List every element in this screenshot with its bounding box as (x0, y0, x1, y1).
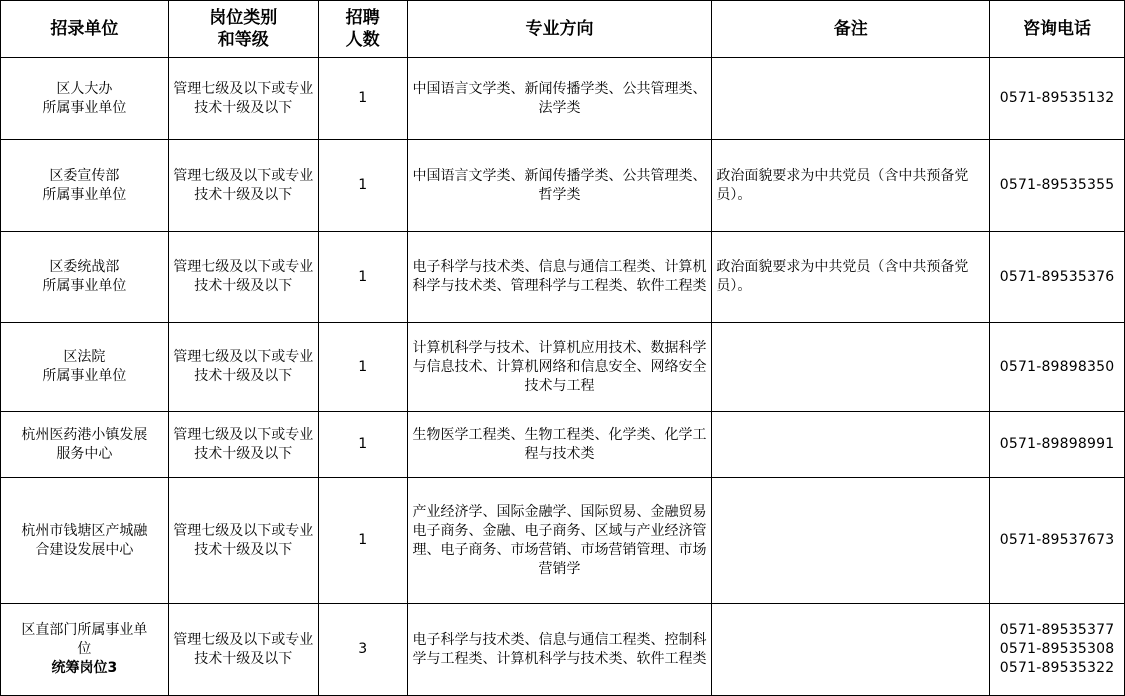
category-cell: 管理七级及以下或专业技术十级及以下 (168, 323, 318, 412)
unit-cell (1, 140, 169, 232)
unit-cell (1, 323, 169, 412)
header-category-line1: 岗位类别 (209, 8, 278, 28)
phone-cell (990, 323, 1125, 412)
count-cell: 1 (318, 478, 407, 604)
unit-line1: 杭州医药港小镇发展 (21, 426, 148, 443)
unit-line3: 统筹岗位3 (51, 660, 118, 676)
unit-line1: 区委宣传部 (49, 167, 120, 184)
remark-cell (712, 604, 990, 696)
count-cell: 1 (318, 412, 407, 478)
unit-cell (1, 232, 169, 323)
phone-cell (990, 232, 1125, 323)
remark-cell (712, 412, 990, 478)
remark-cell (712, 58, 990, 140)
unit-line2: 位 (77, 641, 92, 657)
unit-line2: 所属事业单位 (42, 186, 127, 203)
table-row (1, 478, 1125, 604)
unit-cell (1, 604, 169, 696)
unit-line2: 所属事业单位 (42, 99, 127, 116)
phone-number: 0571-89535376 (999, 268, 1115, 285)
major-cell: 产业经济学、国际金融学、国际贸易、金融贸易电子商务、金融、电子商务、区域与产业经济管理、电子商务、市场营销、市场营销管理、市场营销学 (407, 478, 712, 604)
unit-line1: 区法院 (63, 349, 106, 365)
phone-cell (990, 604, 1125, 696)
phone-number: 0571-89537673 (999, 532, 1115, 548)
major-cell: 生物医学工程类、生物工程类、化学类、化学工程与技术类 (407, 412, 712, 478)
table-row (1, 412, 1125, 478)
count-cell: 1 (318, 323, 407, 412)
remark-cell: 政治面貌要求为中共党员（含中共预备党员）。 (712, 232, 990, 323)
count-cell: 1 (318, 140, 407, 232)
unit-line1: 杭州市钱塘区产城融 (21, 522, 148, 539)
phone-number: 0571-89535322 (999, 660, 1115, 676)
phone-cell (990, 412, 1125, 478)
category-cell: 管理七级及以下或专业技术十级及以下 (168, 232, 318, 323)
header-major: 专业方向 (407, 1, 712, 58)
header-category-line2: 和等级 (217, 30, 269, 50)
header-unit: 招录单位 (1, 1, 169, 58)
unit-line2: 所属事业单位 (42, 368, 127, 384)
header-count (318, 1, 407, 58)
count-cell: 1 (318, 232, 407, 323)
phone-number: 0571-89535308 (999, 641, 1115, 657)
table-row (1, 232, 1125, 323)
remark-cell (712, 478, 990, 604)
header-phone: 咨询电话 (990, 1, 1125, 58)
phone-cell (990, 478, 1125, 604)
unit-line1: 区委统战部 (49, 259, 120, 275)
count-cell: 3 (318, 604, 407, 696)
table-row (1, 323, 1125, 412)
remark-cell (712, 323, 990, 412)
phone-number: 0571-89535377 (999, 622, 1115, 638)
header-remark: 备注 (712, 1, 990, 58)
table-row (1, 604, 1125, 696)
unit-cell (1, 58, 169, 140)
table-row (1, 140, 1125, 232)
phone-cell (990, 58, 1125, 140)
category-cell: 管理七级及以下或专业技术十级及以下 (168, 58, 318, 140)
major-cell: 中国语言文学类、新闻传播学类、公共管理类、法学类 (407, 58, 712, 140)
phone-number: 0571-89898991 (999, 436, 1115, 452)
unit-line1: 区直部门所属事业单 (21, 622, 148, 638)
category-cell: 管理七级及以下或专业技术十级及以下 (168, 140, 318, 232)
unit-line2: 所属事业单位 (42, 278, 127, 294)
major-cell: 中国语言文学类、新闻传播学类、公共管理类、哲学类 (407, 140, 712, 232)
header-row (1, 1, 1125, 58)
table-row (1, 58, 1125, 140)
major-cell: 计算机科学与技术、计算机应用技术、数据科学与信息技术、计算机网络和信息安全、网络安全技术与工程 (407, 323, 712, 412)
unit-cell (1, 478, 169, 604)
phone-number: 0571-89898350 (999, 358, 1115, 375)
header-count-line1: 招聘 (345, 8, 380, 28)
phone-number: 0571-89535355 (999, 177, 1115, 193)
phone-cell (990, 140, 1125, 232)
unit-line1: 区人大办 (56, 80, 113, 97)
remark-cell: 政治面貌要求为中共党员（含中共预备党员）。 (712, 140, 990, 232)
unit-line2: 合建设发展中心 (35, 541, 134, 558)
category-cell: 管理七级及以下或专业技术十级及以下 (168, 604, 318, 696)
major-cell: 电子科学与技术类、信息与通信工程类、控制科学与工程类、计算机科学与技术类、软件工程类 (407, 604, 712, 696)
header-count-line2: 人数 (345, 30, 380, 50)
count-cell: 1 (318, 58, 407, 140)
category-cell: 管理七级及以下或专业技术十级及以下 (168, 412, 318, 478)
category-cell: 管理七级及以下或专业技术十级及以下 (168, 478, 318, 604)
phone-number: 0571-89535132 (999, 90, 1115, 106)
major-cell: 电子科学与技术类、信息与通信工程类、计算机科学与技术类、管理科学与工程类、软件工程类 (407, 232, 712, 323)
unit-cell (1, 412, 169, 478)
header-category (168, 1, 318, 58)
unit-line2: 服务中心 (56, 445, 113, 462)
